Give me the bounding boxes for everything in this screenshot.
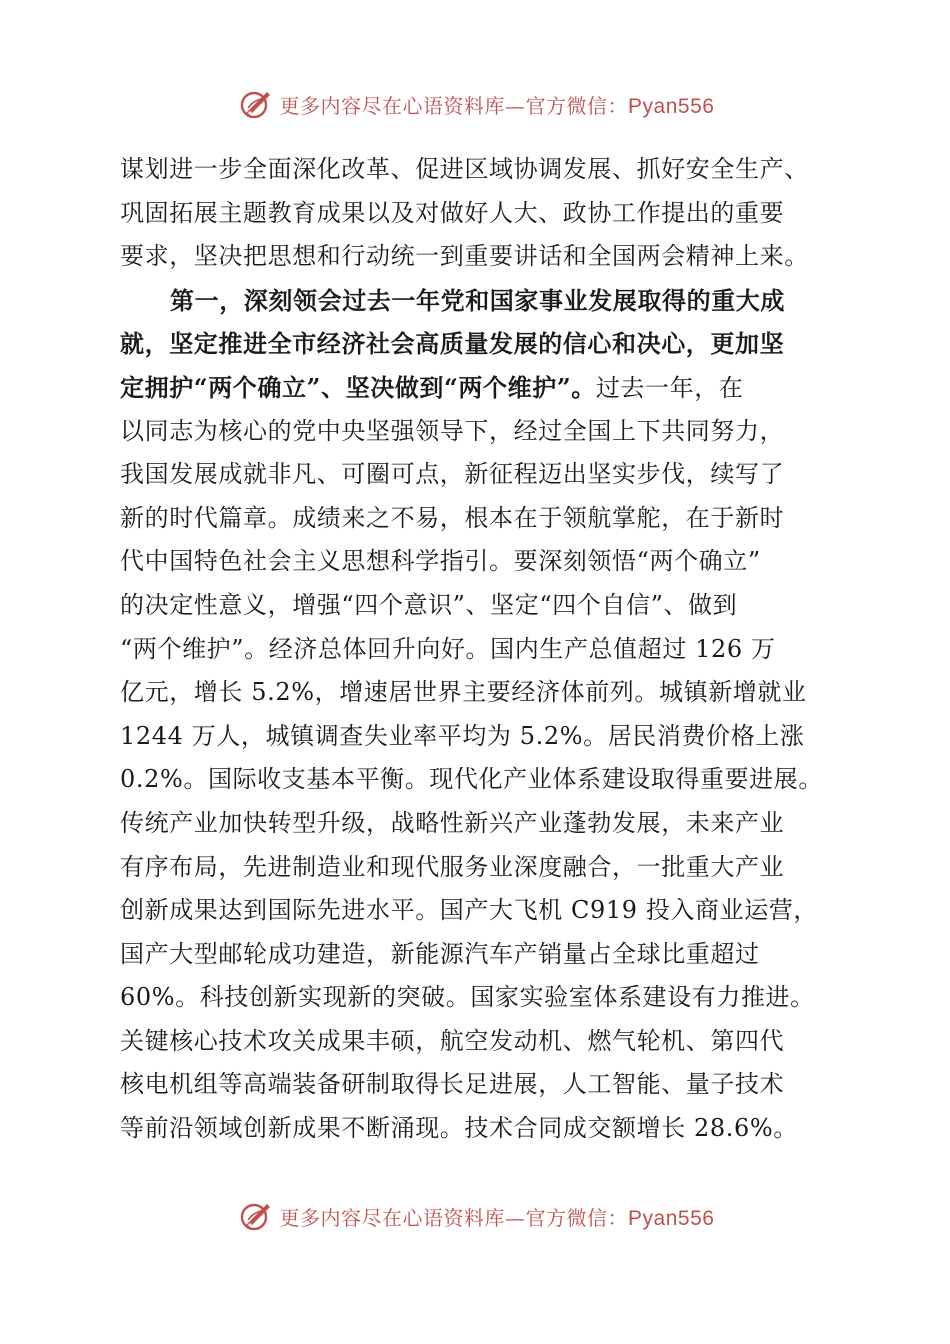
footer-banner [0, 1194, 950, 1238]
section-heading-line: 第一，深刻领会过去一年党和国家事业发展取得的重大成 [170, 285, 785, 315]
text-line: 传统产业加快转型升级，战略性新兴产业蓬勃发展，未来产业 [120, 808, 785, 837]
text-line: 核电机组等高端装备研制取得长足进展，人工智能、量子技术 [120, 1070, 785, 1099]
text-line: 谋划进一步全面深化改革、促进区域协调发展、抓好安全生产、 [120, 155, 809, 183]
text-line: “两个维护”。经济总体回升向好。国内生产总值超过 126 万 [120, 634, 776, 663]
text-line: 国产大型邮轮成功建造，新能源汽车产销量占全球比重超过 [120, 939, 760, 968]
text-line: 以同志为核心的党中央坚强领导下，经过全国上下共同努力， [120, 416, 785, 445]
text-line: 新的时代篇章。成绩来之不易，根本在于领航掌舵，在于新时 [120, 503, 785, 532]
banner-text-cn: 更多内容尽在心语资料库—官方微信： [279, 93, 629, 118]
text-line: 有序布局，先进制造业和现代服务业深度融合，一批重大产业 [120, 852, 785, 881]
document-body [120, 148, 832, 1151]
banner-text-cn: 更多内容尽在心语资料库—官方微信： [279, 1205, 629, 1230]
text-line: 的决定性意义，增强“四个意识”、坚定“四个自信”、做到 [120, 590, 738, 619]
banner-wechat-id: Pyan556 [628, 94, 715, 118]
text-line: 关键核心技术攻关成果丰硕，航空发动机、燃气轮机、第四代 [120, 1026, 785, 1055]
text-line: 等前沿领域创新成果不断涌现。技术合同成交额增长 28.6%。 [120, 1114, 798, 1143]
banner-text [280, 90, 715, 119]
text-line: 巩固拓展主题教育成果以及对做好人大、政协工作提出的重要 [120, 198, 785, 227]
text-line: 60%。科技创新实现新的突破。国家实验室体系建设有力推进。 [120, 983, 815, 1012]
text-line: 我国发展成就非凡、可圈可点，新征程迈出坚实步伐，续写了 [120, 460, 785, 489]
banner-wechat-id: Pyan556 [628, 1206, 715, 1230]
text-line: 亿元，增长 5.2%，增速居世界主要经济体前列。城镇新增就业 [120, 678, 807, 707]
text-line: 创新成果达到国际先进水平。国产大飞机 C919 投入商业运营， [120, 896, 819, 925]
text-line: 代中国特色社会主义思想科学指引。要深刻领悟“两个确立” [120, 547, 761, 576]
text-line: 要求，坚决把思想和行动统一到重要讲话和全国两会精神上来。 [120, 242, 809, 271]
text-line: 1244 万人，城镇调查失业率平均为 5.2%。居民消费价格上涨 [120, 721, 805, 750]
text-line: 0.2%。国际收支基本平衡。现代化产业体系建设取得重要进展。 [120, 765, 823, 794]
section-heading-line: 定拥护“两个确立”、坚决做到“两个维护”。过去一年，在 [120, 372, 744, 402]
pen-logo-icon [236, 1196, 276, 1236]
header-banner [0, 82, 950, 126]
section-heading-line: 就，坚定推进全市经济社会高质量发展的信心和决心，更加坚 [120, 329, 785, 359]
pen-logo-icon [236, 84, 276, 124]
banner-text [280, 1202, 715, 1231]
